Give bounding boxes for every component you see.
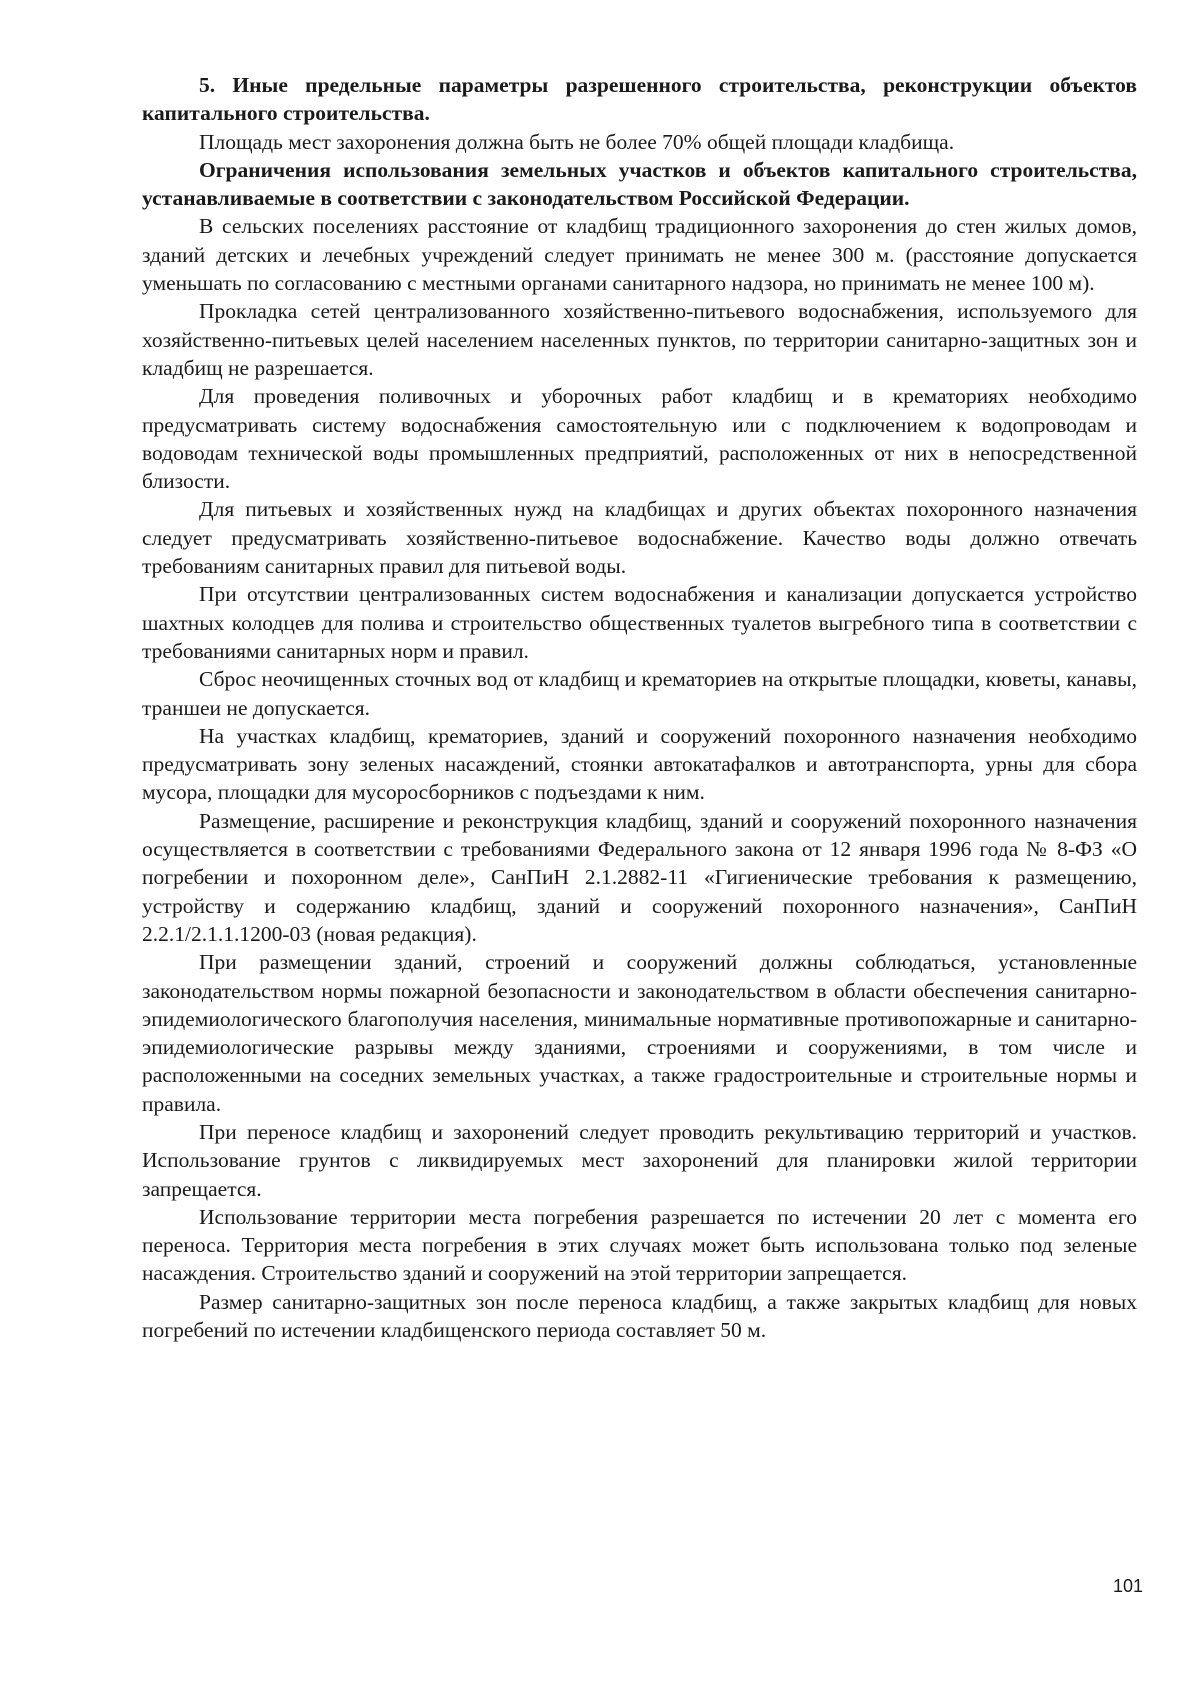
paragraph: При размещении зданий, строений и сооружений должны соблюдаться, установленные законодательством нормы пожарной безопасности и законодательством в области обеспечения санитарно-эпидемиологического благополучия населения, минимальные нормативные противопожарные и санитарно-эпидемиологические разрывы между зданиями, строениями и сооружениями, в том числе и расположенными на соседних земельных участках, а также градостроительные и строительные нормы и правила. xyxy=(142,950,1137,1116)
paragraph: В сельских поселениях расстояние от кладбищ традиционного захоронения до стен жилых домов, зданий детских и лечебных учреждений следует принимать не менее 300 м. (расстояние допускается уменьшать по согласованию с местными органами санитарного надзора, но принимать не менее 100 м). xyxy=(142,214,1137,296)
paragraph: Использование территории места погребения разрешается по истечении 20 лет с момента его переноса. Территория места погребения в этих случаях может быть использована только под зеленые насаждения. Строительство зданий и сооружений на этой территории запрещается. xyxy=(142,1204,1137,1286)
paragraph: На участках кладбищ, крематориев, зданий и сооружений похоронного назначения необходимо предусматривать зону зеленых насаждений, стоянки автокатафалков и автотранспорта, урны для сбора мусора, площадки для мусоросборников с подъездами к ним. xyxy=(142,723,1137,805)
section-heading: Ограничения использования земельных участков и объектов капитального строительства, устанавливаемые в соответствии с законодательством Российской Федерации. xyxy=(142,157,1137,211)
paragraph: При отсутствии централизованных систем водоснабжения и канализации допускается устройство шахтных колодцев для полива и строительство общественных туалетов выгребного типа в соответствии с требованиями санитарных норм и правил. xyxy=(142,582,1137,663)
paragraph: Размер санитарно-защитных зон после переноса кладбищ, а также закрытых кладбищ для новых погребений по истечении кладбищенского периода составляет 50 м. xyxy=(142,1289,1137,1343)
page-number: 101 xyxy=(1112,1576,1143,1596)
paragraph: Площадь мест захоронения должна быть не более 70% общей площади кладбища. xyxy=(199,129,955,154)
paragraph: Размещение, расширение и реконструкция кладбищ, зданий и сооружений похоронного назначения осуществляется в соответствии с требованиями Федерального закона от 12 января 1996 года № 8-ФЗ «О погребении и похоронном деле», СанПиН 2.1.2882-11 «Гигиенические требования к размещению, устройству и содержанию кладбищ, зданий и сооружений похоронного назначения», СанПиН 2.2.1/2.1.1.1200-03 (новая редакция). xyxy=(142,808,1137,946)
paragraph: Для проведения поливочных и уборочных работ кладбищ и в крематориях необходимо предусматривать систему водоснабжения самостоятельную или с подключением к водопроводам и водоводам технической воды промышленных предприятий, расположенных от них в непосредственной близости. xyxy=(142,384,1137,494)
paragraph: При переносе кладбищ и захоронений следует проводить рекультивацию территорий и участков. Использование грунтов с ликвидируемых мест захоронений для планировки жилой территории запрещается. xyxy=(142,1119,1137,1201)
paragraph: Для питьевых и хозяйственных нужд на кладбищах и других объектах похоронного назначения следует предусматривать хозяйственно-питьевое водоснабжение. Качество воды должно отвечать требованиям санитарных правил для питьевой воды. xyxy=(142,497,1137,579)
section-heading: 5. Иные предельные параметры разрешенного строительства, реконструкции объектов капитального строительства. xyxy=(142,73,1137,126)
paragraph: Прокладка сетей централизованного хозяйственно-питьевого водоснабжения, используемого для хозяйственно-питьевых целей населением населенных пунктов, по территории санитарно-защитных зон и кладбищ не разрешается. xyxy=(142,299,1137,380)
document-page xyxy=(142,71,1137,1344)
paragraph: Сброс неочищенных сточных вод от кладбищ и крематориев на открытые площадки, кюветы, канавы, траншеи не допускается. xyxy=(142,667,1137,720)
